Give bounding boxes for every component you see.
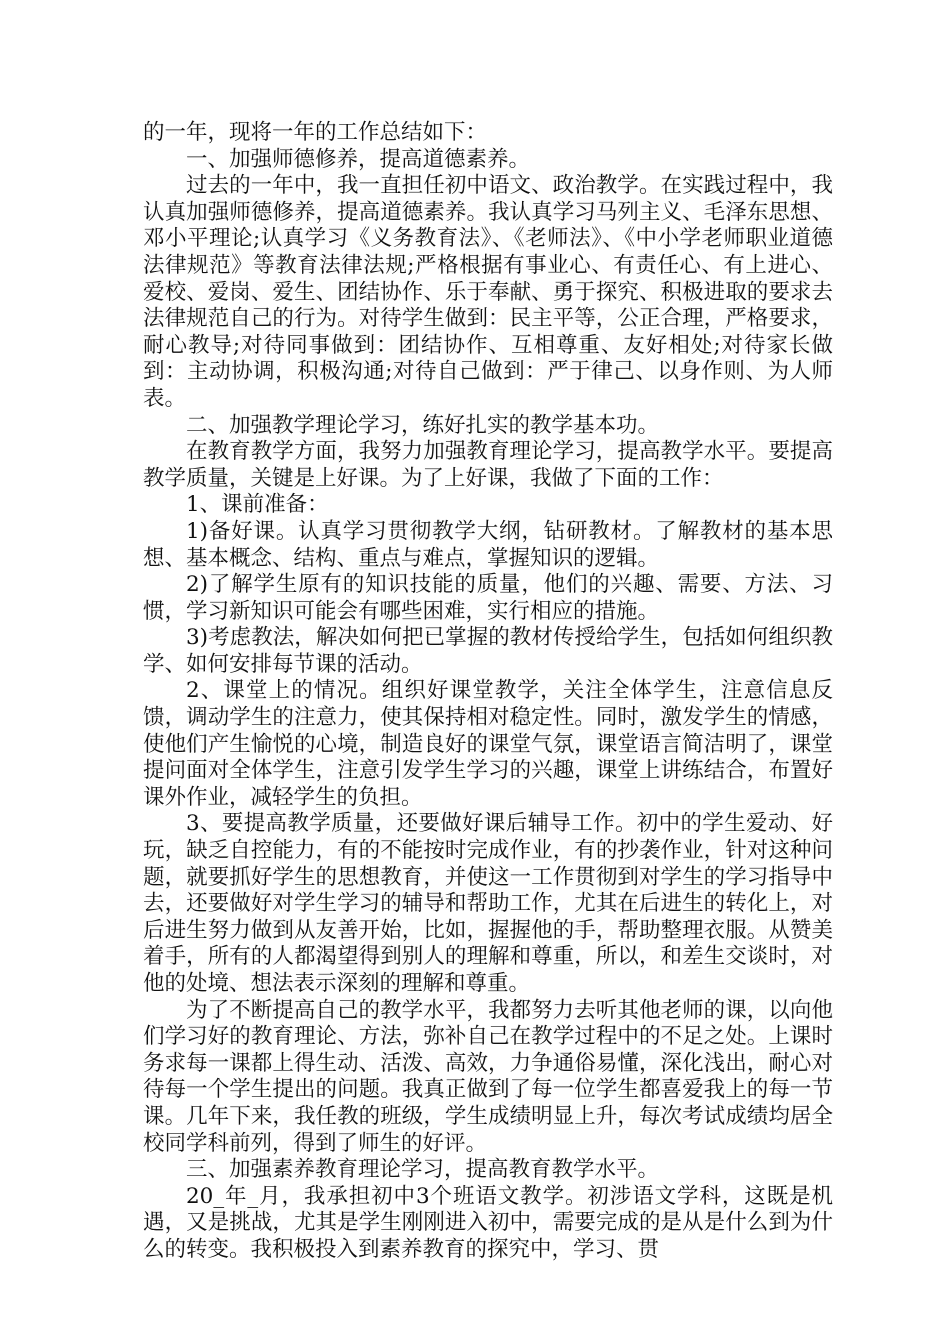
heading-section-3: 三、加强素养教育理论学习，提高教育教学水平。 (186, 1157, 660, 1183)
paragraph-intro: 的一年，现将一年的工作总结如下： (143, 120, 488, 145)
list-item-know-students: 2)了解学生原有的知识技能的质量，他们的兴趣、需要、方法、习惯，学习新知识可能会有哪些困难，实行相应的措施。 (143, 572, 833, 624)
paragraph-self-improvement: 为了不断提高自己的教学水平，我都努力去听其他老师的课，以向他们学习好的教育理论、方法，弥补自己在教学过程中的不足之处。上课时务求每一课都上得生动、活泼、高效，力争通俗易懂，深化浅出，耐心对待每一个学生提出的问题。我真正做到了每一位学生都喜爱我上的每一节课。几年下来，我任教的班级，学生成绩明显上升，每次考试成绩均居全校同学科前列，得到了师生的好评。 (143, 997, 833, 1156)
paragraph-quality-education: 20_年_月，我承担初中3个班语文教学。初涉语文学科，这既是机遇，又是挑战，尤其是学生刚刚进入初中，需要完成的是从是什么到为什么的转变。我积极投入到素养教育的探究中，学习、贯 (143, 1183, 833, 1262)
list-item-methods: 3)考虑教法，解决如何把已掌握的教材传授给学生，包括如何组织教学、如何安排每节课的活动。 (143, 625, 833, 677)
heading-section-1: 一、加强师德修养，提高道德素养。 (186, 146, 531, 172)
list-item-prepare-lesson: 1)备好课。认真学习贯彻教学大纲，钻研教材。了解教材的基本思想、基本概念、结构、重点与难点，掌握知识的逻辑。 (143, 518, 833, 571)
paragraph-classroom: 2、课堂上的情况。组织好课堂教学，关注全体学生，注意信息反馈，调动学生的注意力，使其保持相对稳定性。同时，激发学生的情感，使他们产生愉悦的心境，制造良好的课堂气氛，课堂语言简洁明了，课堂提问面对全体学生，注意引发学生学习的兴趣，课堂上讲练结合，布置好课外作业，减轻学生的负担。 (143, 678, 833, 810)
paragraph-teaching-intro: 在教育教学方面，我努力加强教育理论学习，提高教学水平。要提高教学质量，关键是上好课。为了上好课，我做了下面的工作： (143, 439, 833, 491)
heading-section-2: 二、加强教学理论学习，练好扎实的教学基本功。 (186, 412, 660, 438)
subheading-preparation: 1、课前准备： (186, 492, 329, 518)
paragraph-ethics: 过去的一年中，我一直担任初中语文、政治教学。在实践过程中，我认真加强师德修养，提高道德素养。我认真学习马列主义、毛泽东思想、邓小平理论;认真学习《义务教育法》、《老师法》、《中小学老师职业道德法律规范》等教育法律法规;严格根据有事业心、有责任心、有上进心、爱校、爱岗、爱生、团结协作、乐于奉献、勇于探究、积极进取的要求去法律规范自己的行为。对待学生做到：民主平等，公正合理，严格要求，耐心教导;对待同事做到：团结协作、互相尊重、友好相处;对待家长做到：主动协调，积极沟通;对待自己做到：严于律己、以身作则、为人师表。 (143, 173, 833, 411)
paragraph-tutoring: 3、要提高教学质量，还要做好课后辅导工作。初中的学生爱动、好玩，缺乏自控能力，有的不能按时完成作业，有的抄袭作业，针对这种问题，就要抓好学生的思想教育，并使这一工作贯彻到对学生的学习指导中去，还要做好对学生学习的辅导和帮助工作，尤其在后进生的转化上，对后进生努力做到从友善开始，比如，握握他的手，帮助整理衣服。从赞美着手，所有的人都渴望得到别人的理解和尊重，所以，和差生交谈时，对他的处境、想法表示深刻的理解和尊重。 (143, 811, 833, 996)
document-body (143, 120, 833, 1264)
